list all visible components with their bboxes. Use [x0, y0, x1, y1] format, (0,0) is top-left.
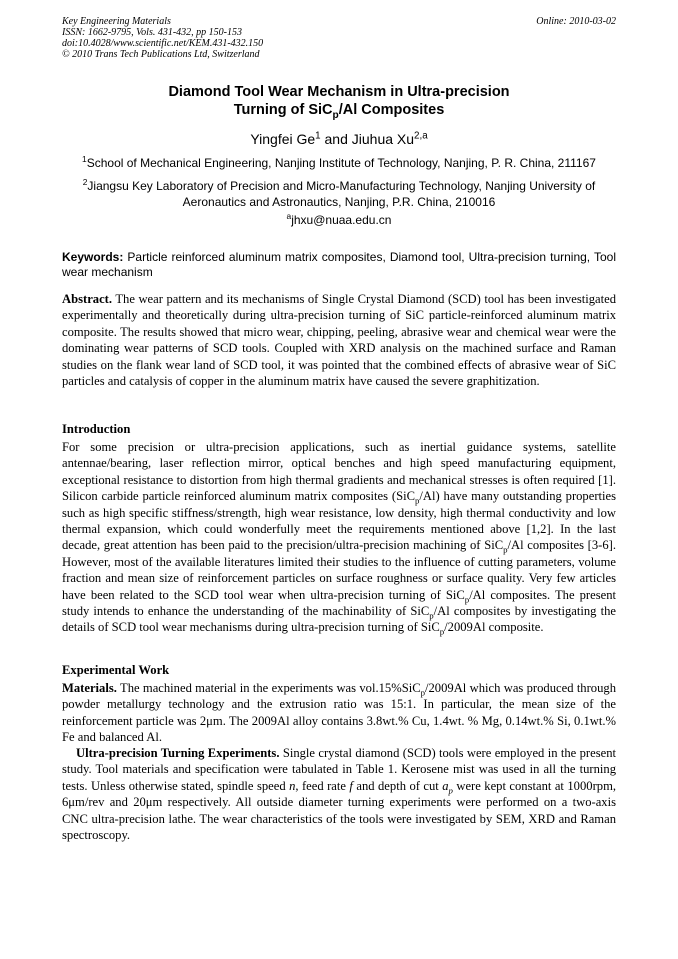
keywords-text: Particle reinforced aluminum matrix composites, Diamond tool, Ultra-precision turning, Tool wear mechanism [62, 250, 616, 279]
copyright-line: © 2010 Trans Tech Publications Ltd, Switzerland [62, 49, 260, 60]
doi-line: doi:10.4028/www.scientific.net/KEM.431-432.150 [62, 38, 264, 49]
introduction-paragraph: For some precision or ultra-precision applications, such as inertial guidance systems, satellite antennae/bearing, laser reflection mirror, optical benches and high speed manufacturing equipment, exceptional resistance to distortion from high thermal gradients and mechanical stresses is often required [1]. Silicon carbide particle reinforced aluminum matrix composites (SiC$_p$/Al) have many outstanding properties such as high specific stiffness/strength, high wear resistance, low density, high thermal conductivity and low thermal expansion, which could wonderfully meet the requirements mentioned above [1,2]. In the last decade, great attention has been paid to the precision/ultra-precision machining of SiC$_p$/Al composites [3-6]. However, most of the available literatures limited their studies to the influence of cutting parameters, volume fraction and mean size of reinforcement particles on surface roughness or surface quality. Very few articles have been related to the SCD tool wear when ultra-precision turning of SiC$_p$/Al composites. The present study intends to enhance the understanding of the machinability of SiC$_p$/Al composites by investigating the details of SCD tool wear mechanisms during ultra-precision turning of SiC$_p$/2009Al composite. [62, 440, 617, 637]
materials-paragraph: Materials. The machined material in the experiments was vol.15%SiC$_p$/2009Al which was produced through powder metallurgy technology and the extrusion ratio was 15:1. In particular, the mean size of the reinforcement particle was 2μm. The 2009Al alloy contains 3.8wt.% Cu, 1.4wt. % Mg, 0.14wt.% Si, 0.1wt.% Fe and balanced Al. [62, 681, 616, 745]
author-email[interactable]: $^a$jhxu@nuaa.edu.cn [286, 211, 392, 227]
paper-title [62, 83, 616, 119]
affiliation-2: $^2$Jiangsu Key Laboratory of Precision and Micro-Manufacturing Technology, Nanjing University of Aeronautics and Astronautics, Nanjing, P.R. China, 210016 [82, 177, 596, 209]
title-line-2: Turning of SiC$_p$/Al Composites [233, 102, 445, 121]
turning-label: Ultra-precision Turning Experiments. [76, 746, 280, 760]
journal-header [62, 16, 616, 60]
abstract [62, 291, 616, 389]
author-list: Yingfei Ge$^1$ and Jiuhua Xu$^{2,a}$ [250, 130, 428, 147]
materials-label: Materials. [62, 681, 117, 695]
online-date: Online: 2010-03-02 [536, 16, 616, 27]
introduction-heading: Introduction [62, 422, 131, 436]
abstract-text: The wear pattern and its mechanisms of Single Crystal Diamond (SCD) tool has been investigated experimentally and theoretically during ultra-precision turning of SiC particle-reinforced aluminum matrix composite. The results showed that micro wear, chipping, peeling, abrasive wear and chemical wear were the dominating wear patterns of SCD tools. Coupled with XRD analysis on the machined surface and Raman studies on the flank wear land of SCD tool, it was pointed that the combined effects of abrasive wear of SiC particles and catalysis of copper in the aluminum matrix have caused the severe graphitization. [62, 292, 616, 389]
journal-name: Key Engineering Materials [62, 16, 171, 27]
abstract-label: Abstract. [62, 292, 113, 306]
title-line-1: Diamond Tool Wear Mechanism in Ultra-precision [168, 84, 510, 100]
keywords-label: Keywords: [62, 250, 124, 264]
issn-line: ISSN: 1662-9795, Vols. 431-432, pp 150-153 [62, 27, 242, 38]
keywords [62, 250, 616, 280]
experimental-heading: Experimental Work [62, 663, 170, 677]
turning-paragraph: Ultra-precision Turning Experiments. Single crystal diamond (SCD) tools were employed in the present study. Tool materials and specification were tabulated in Table 1. Kerosene mist was used in all the turning tests. Unless otherwise stated, spindle speed n, feed rate f and depth of cut $a_p$ were kept constant at 1000rpm, 6μm/rev and 20μm respectively. All outside diameter turning experiments were performed on a two-axis CNC ultra-precision lathe. The wear characteristics of the tools were investigated by SEM, XRD and Raman spectroscopy. [62, 746, 617, 843]
author-1: Yingfei Ge [250, 131, 316, 147]
author-2: Jiuhua Xu [351, 131, 415, 147]
affiliation-1: $^1$School of Mechanical Engineering, Nanjing Institute of Technology, Nanjing, P. R. China, 211167 [82, 154, 596, 170]
